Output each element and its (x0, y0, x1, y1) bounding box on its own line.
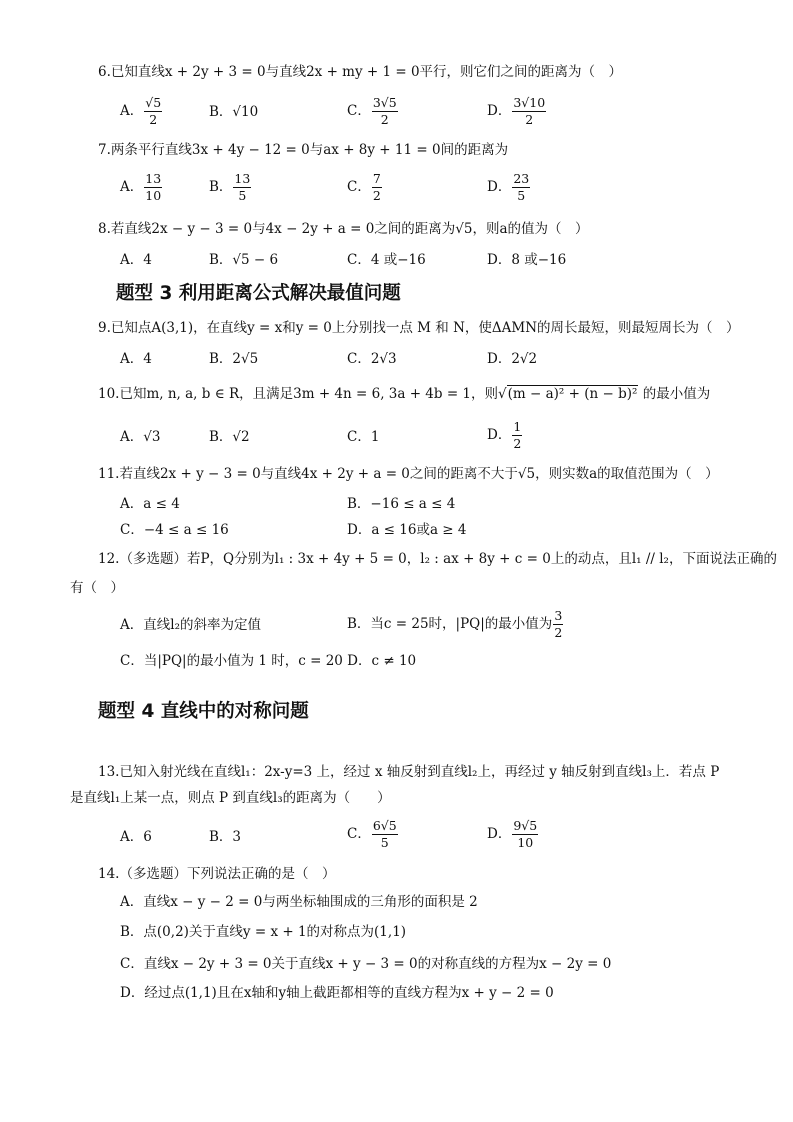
q14-option-b: B．点(0,2)关于直线y = x + 1的对称点为(1,1) (120, 924, 407, 940)
q8-option-d: D．8 或−16 (487, 252, 567, 268)
q10-stem: 10.已知m, n, a, b ∈ R，且满足3m + 4n = 6, 3a + 4b = 1，则√(m − a)² + (n − b)² 的最小值为 (98, 386, 711, 402)
q13-option-d: D． $\frac{9√5}{10}$ (487, 818, 538, 850)
q11-stem: 11.若直线2x + y − 3 = 0与直线4x + 2y + a = 0之间的距离不大于√5，则实数a的取值范围为（ ） (98, 466, 719, 482)
q6-option-d: D． $\frac{3√10}{2}$ (487, 95, 546, 127)
q10-option-c: C．1 (347, 429, 380, 445)
q7-option-d: D． $\frac{23}{5}$ (487, 171, 530, 203)
q13-stem-line2: 是直线l₁上某一点，则点 P 到直线l₃的距离为（ ） (70, 790, 391, 806)
q6-stem: 6.已知直线x + 2y + 3 = 0与直线2x + my + 1 = 0平行，则它们之间的距离为（ ） (98, 64, 623, 80)
q11-option-a: A．a ≤ 4 (120, 496, 180, 512)
q8-option-c: C．4 或−16 (347, 252, 426, 268)
q9-option-b: B．2√5 (209, 351, 259, 367)
q11-option-c: C．−4 ≤ a ≤ 16 (120, 522, 229, 538)
q13-stem-line1: 13.已知入射光线在直线l₁：2x-y=3 上，经过 x 轴反射到直线l₂上，再经过 y 轴反射到直线l₃上．若点 P (98, 764, 720, 780)
q10-option-a: A．√3 (120, 429, 161, 445)
q11-option-d: D．a ≤ 16或a ≥ 4 (347, 522, 467, 538)
q12-stem-line1: 12.（多选题）若P，Q分别为l₁ : 3x + 4y + 5 = 0，l₂ : ax + 8y + c = 0上的动点，且l₁ // l₂，下面说法正确的 (98, 551, 777, 567)
q14-option-d: D．经过点(1,1)且在x轴和y轴上截距都相等的直线方程为x + y − 2 = 0 (120, 985, 554, 1001)
q7-option-b: B． $\frac{13}{5}$ (209, 171, 251, 203)
q13-option-a: A．6 (120, 829, 152, 845)
q9-stem: 9.已知点A(3,1)，在直线y = x和y = 0上分别找一点 M 和 N，使ΔAMN的周长最短，则最短周长为（ ） (98, 320, 740, 336)
q14-stem: 14.（多选题）下列说法正确的是（ ） (98, 866, 336, 882)
q9-option-d: D．2√2 (487, 351, 538, 367)
q14-option-a: A．直线x − y − 2 = 0与两坐标轴围成的三角形的面积是 2 (120, 894, 478, 910)
q10-option-d: D． $\frac{1}{2}$ (487, 419, 522, 451)
q13-option-c: C． $\frac{6√5}{5}$ (347, 818, 397, 850)
q7-stem: 7.两条平行直线3x + 4y − 12 = 0与ax + 8y + 11 = 0间的距离为 (98, 142, 509, 158)
q6-option-b: B．√10 (209, 104, 259, 120)
q10-option-b: B．√2 (209, 429, 250, 445)
q12-option-b: B．当c = 25时，|PQ|的最小值为 $\frac{3}{2}$ (347, 608, 563, 640)
q12-stem-line2: 有（ ） (70, 580, 124, 596)
q6-option-c: C． $\frac{3√5}{2}$ (347, 95, 397, 127)
q8-option-b: B．√5 − 6 (209, 252, 279, 268)
q14-option-c: C．直线x − 2y + 3 = 0关于直线x + y − 3 = 0的对称直线的方程为x − 2y = 0 (120, 956, 612, 972)
q6-option-a: A． $\frac{√5}{2}$ (120, 95, 162, 127)
q8-stem: 8.若直线2x − y − 3 = 0与4x − 2y + a = 0之间的距离为√5，则a的值为（ ） (98, 221, 589, 237)
q7-option-c: C． $\frac{7}{2}$ (347, 171, 381, 203)
q9-option-c: C．2√3 (347, 351, 397, 367)
section-heading-3: 题型 3 利用距离公式解决最值问题 (116, 283, 401, 304)
q7-option-a: A． $\frac{13}{10}$ (120, 171, 162, 203)
q9-option-a: A．4 (120, 351, 152, 367)
q11-option-b: B．−16 ≤ a ≤ 4 (347, 496, 456, 512)
q13-option-b: B．3 (209, 829, 242, 845)
q12-option-cd: C．当|PQ|的最小值为 1 时，c = 20 D．c ≠ 10 (120, 653, 417, 669)
q8-option-a: A．4 (120, 252, 152, 268)
q12-option-a: A．直线l₂的斜率为定值 (120, 617, 261, 633)
section-heading-4: 题型 4 直线中的对称问题 (98, 701, 309, 722)
